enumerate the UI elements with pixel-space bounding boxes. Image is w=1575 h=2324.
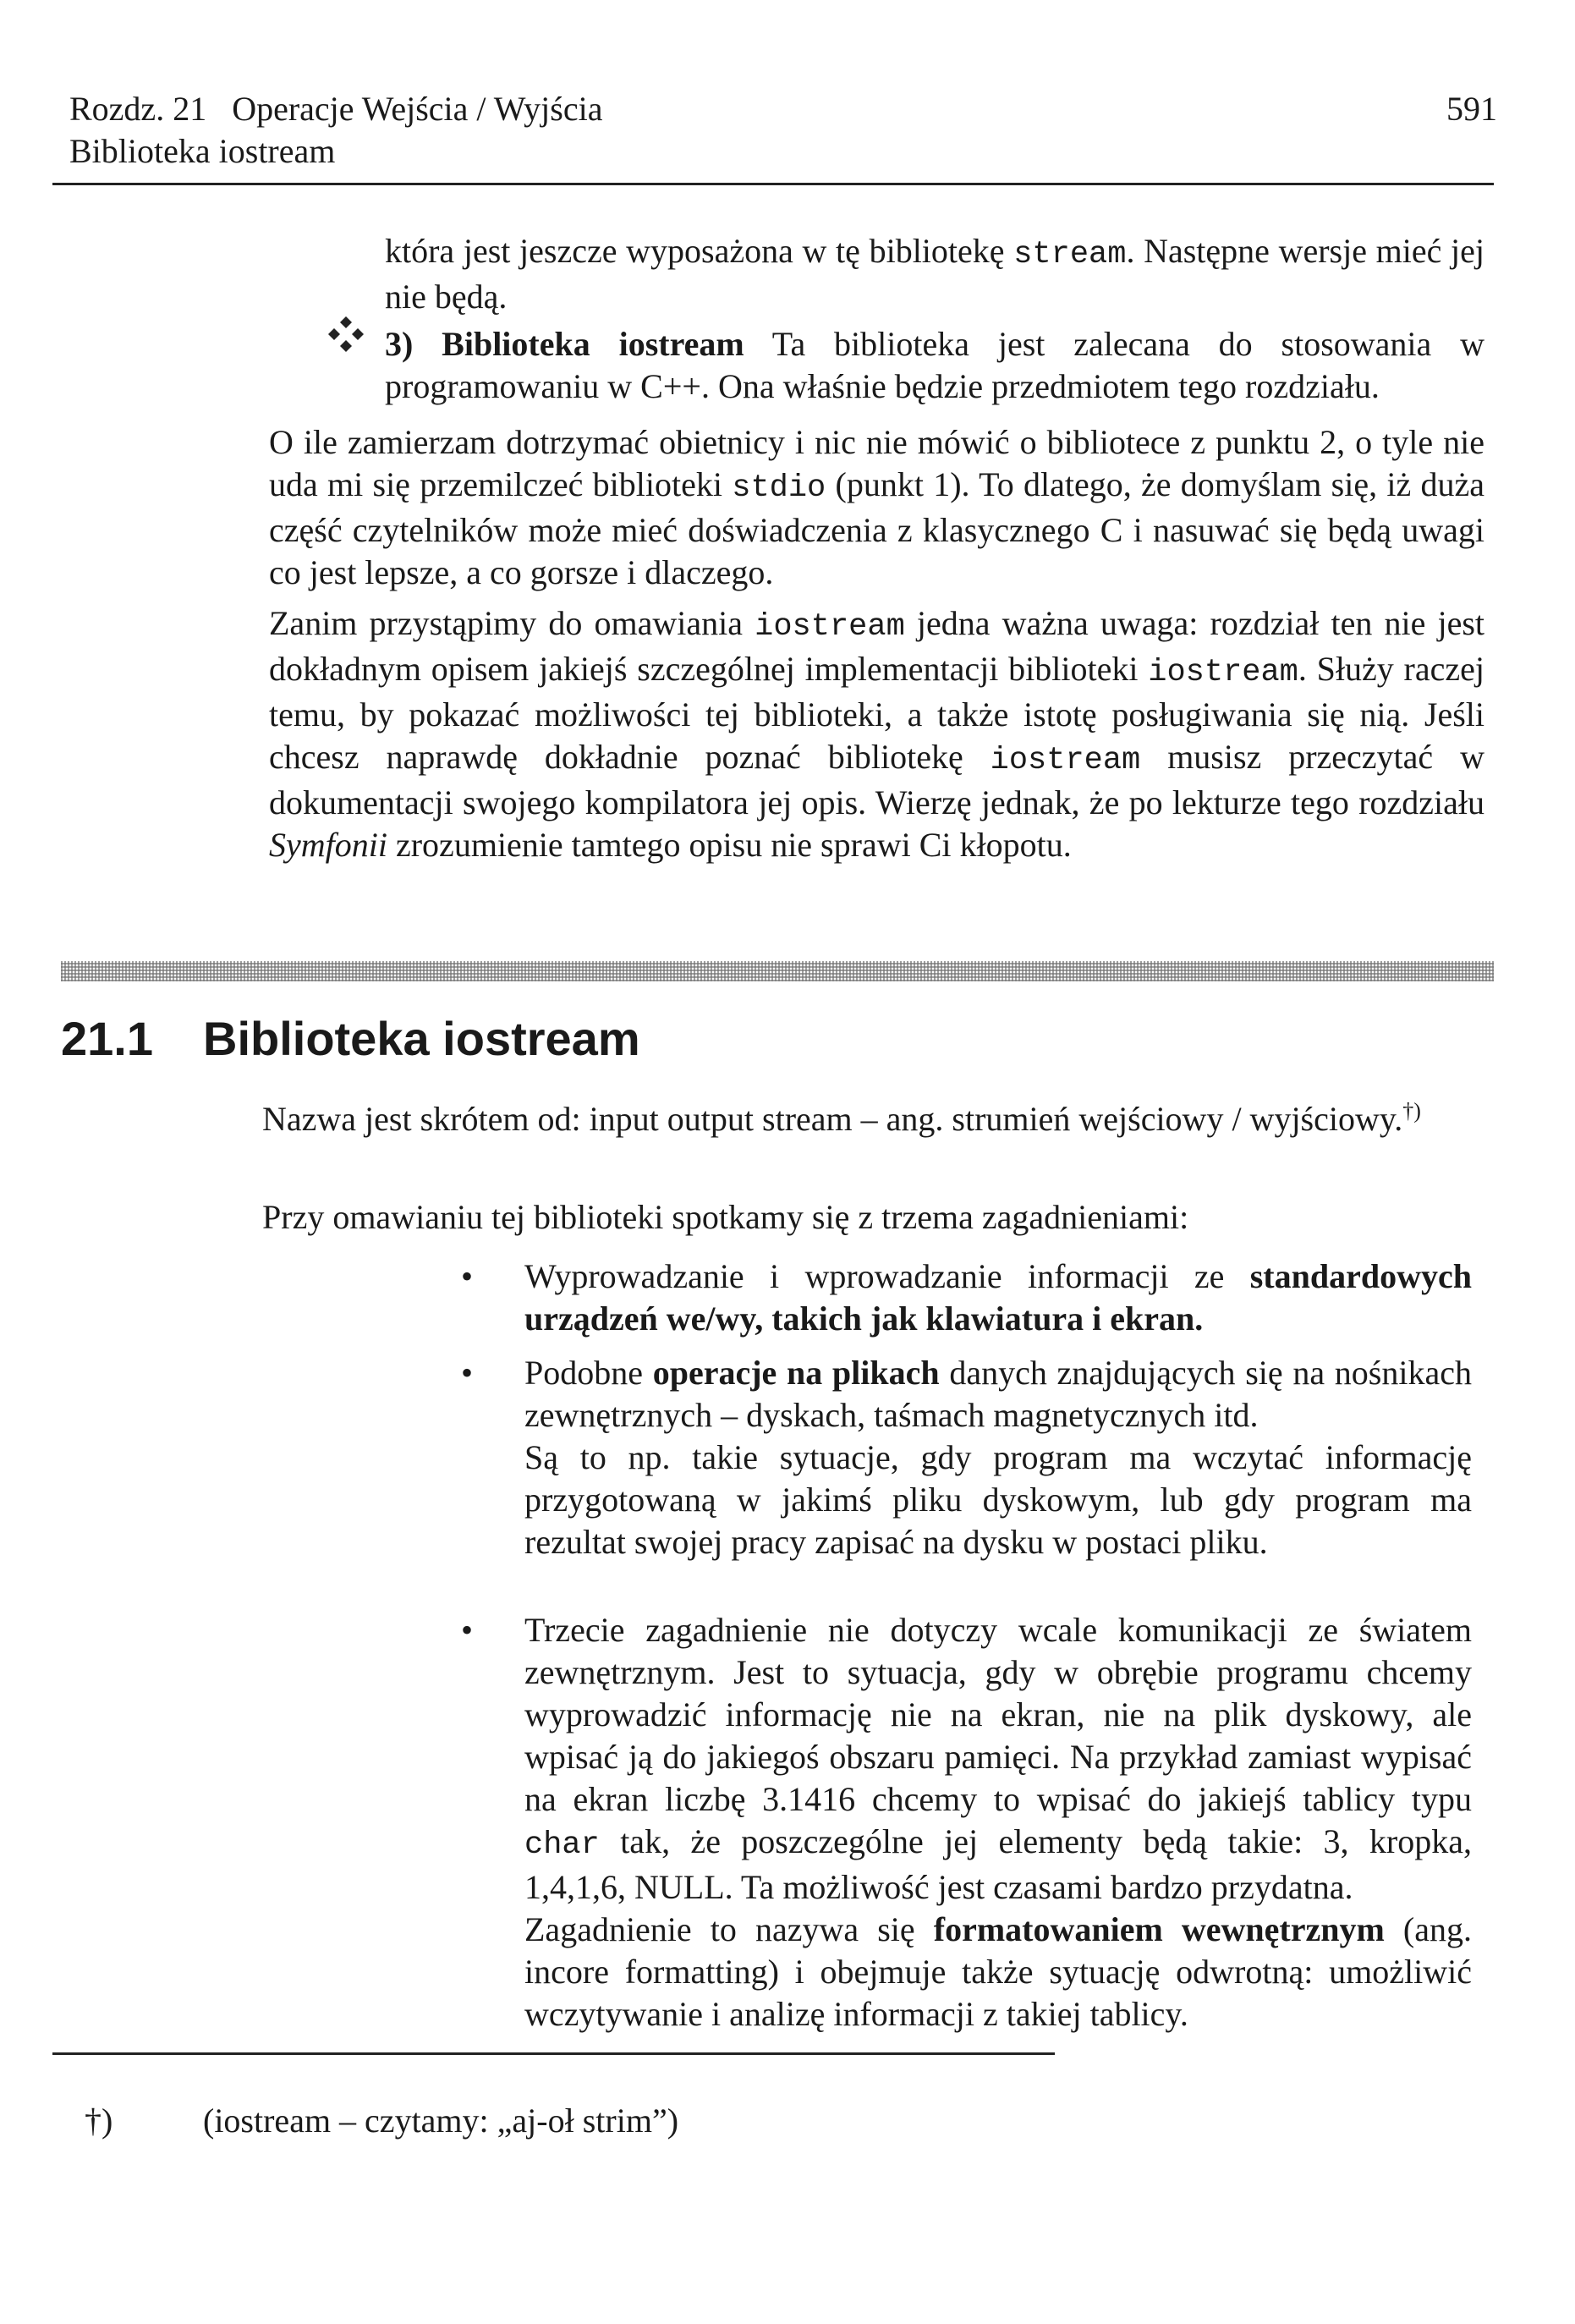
section-number: 21.1 xyxy=(61,1012,153,1065)
chapter-number: Rozdz. 21 xyxy=(69,90,207,128)
header-rule xyxy=(52,183,1494,185)
bullet1-bold: standardowych urządzeń we/wy, takich jak klawiatura i ekran. xyxy=(524,1257,1472,1338)
footnote-marker: †) xyxy=(85,2101,113,2140)
bullet3-text-b: tak, że poszczególne jej elementy będą takie: 3, kropka, 1,4,1,6, NULL. Ta możliwość jest czasami bardzo przydatna. xyxy=(524,1822,1472,1906)
intro-paragraph-2 xyxy=(269,421,1484,594)
section-paragraph-1 xyxy=(262,1098,1484,1140)
intro-paragraph-3 xyxy=(269,602,1484,866)
intro-paragraph-1 xyxy=(385,230,1484,318)
intro-p1-text-b: . Następne wersje mieć jej nie będą. xyxy=(385,232,1484,316)
code-iostream-2: iostream xyxy=(1148,655,1298,690)
intro-p3-text-e: zrozumienie tamtego opisu nie sprawi Ci kłopotu. xyxy=(387,826,1072,864)
section-separator xyxy=(61,961,1494,981)
bullet3-bold: formatowaniem wewnętrznym xyxy=(933,1910,1385,1948)
running-header-section: Biblioteka iostream xyxy=(69,132,336,170)
diamond-bullet-icon xyxy=(326,316,366,357)
code-stdio: stdio xyxy=(732,470,826,506)
bullet2-text-b: danych znajdujących się na nośnikach zewnętrznych – dyskach, taśmach magnetycznych itd. xyxy=(524,1354,1472,1434)
code-stream: stream xyxy=(1013,237,1127,272)
bullet1-text: Wyprowadzanie i wprowadzanie informacji ze xyxy=(524,1257,1250,1295)
bullet2-text-c: Są to np. takie sytuacje, gdy program ma wczytać informację przygotowaną w jakimś pliku dyskowym, lub gdy program ma rezultat swojej pracy zapisać na dysku w postaci pliku. xyxy=(524,1438,1472,1561)
intro-p3-text-b: jedna ważna uwaga: rozdział ten nie jest dokładnym opisem jakiejś szczególnej implementacji biblioteki xyxy=(269,604,1485,688)
bullet3-text-c1: Zagadnienie to nazywa się xyxy=(524,1910,934,1948)
bullet-dot-2: • xyxy=(461,1354,474,1392)
bullet3-text-c2: (ang. incore formatting) i obejmuje także sytuację odwrotną: umożliwić wczytywanie i analizę informacji z takiej tablicy. xyxy=(524,1910,1472,2033)
bullet-dot-1: • xyxy=(461,1257,474,1295)
intro-p2-text-a: O ile zamierzam dotrzymać obietnicy i nic nie mówić o bibliotece z punktu 2, o tyle nie uda mi się przemilczeć biblioteki xyxy=(269,423,1484,503)
page-number: 591 xyxy=(1446,90,1497,128)
bullet-item-2 xyxy=(524,1352,1472,1563)
intro-p2-text-b: (punkt 1). To dlatego, że domyślam się, iż duża część czytelników może mieć doświadczenia z klasycznego C i nasuwać się będą uwagi co jest lepsze, a co gorsze i dlaczego. xyxy=(269,465,1484,591)
intro-p1-text-a: która jest jeszcze wyposażona w tę bibliotekę xyxy=(385,232,1014,270)
intro-p3-text-c: . Służy raczej temu, by pokazać możliwości tej biblioteki, a także istotę posługiwania się nią. Jeśli chcesz naprawdę dokładnie poznać bibliotekę xyxy=(269,650,1484,776)
section-p1-text: Nazwa jest skrótem od: input output stream – ang. strumień wejściowy / wyjściowy. xyxy=(262,1100,1403,1138)
bullet-item-3 xyxy=(524,1609,1472,2036)
item3-text: Ta biblioteka jest zalecana do stosowania w programowaniu w C++. Ona właśnie będzie przedmiotem tego rozdziału. xyxy=(385,325,1484,405)
intro-p3-text-d: musisz przeczytać w dokumentacji swojego kompilatora jej opis. Wierzę jednak, że po lekturze tego rozdziału xyxy=(269,738,1484,821)
intro-p3-text-a: Zanim przystąpimy do omawiania xyxy=(269,604,755,642)
chapter-title: Operacje Wejścia / Wyjścia xyxy=(232,90,603,128)
item3-bold: 3) Biblioteka iostream xyxy=(385,325,744,363)
running-header-chapter xyxy=(69,86,602,132)
bullet-item-1 xyxy=(524,1255,1472,1340)
footnote-text: (iostream – czytamy: „aj-oł strim”) xyxy=(203,2101,679,2140)
bullet-dot-3: • xyxy=(461,1611,474,1649)
code-char: char xyxy=(524,1827,600,1863)
section-paragraph-2: Przy omawianiu tej biblioteki spotkamy się z trzema zagadnieniami: xyxy=(262,1198,1189,1236)
section-title: Biblioteka iostream xyxy=(203,1012,640,1065)
intro-item-3 xyxy=(385,323,1484,408)
code-iostream-1: iostream xyxy=(755,609,905,645)
bullet2-text-a: Podobne xyxy=(524,1354,653,1392)
bullet3-paragraph-2 xyxy=(524,1909,1472,2036)
book-title-italic: Symfonii xyxy=(269,826,387,864)
footnote-rule xyxy=(52,2052,1055,2055)
code-iostream-3: iostream xyxy=(990,743,1141,778)
bullet2-bold: operacje na plikach xyxy=(652,1354,940,1392)
bullet3-text-a: Trzecie zagadnienie nie dotyczy wcale komunikacji ze światem zewnętrznym. Jest to sytuacja, gdy w obrębie programu chcemy wyprowadzić informację nie na ekran, nie na plik dyskowy, ale wpisać ją do jakiegoś obszaru pamięci. Na przykład zamiast wypisać na ekran liczbę 3.1416 chcemy to wpisać do jakiejś tablicy typu xyxy=(524,1611,1472,1818)
footnote-ref: †) xyxy=(1402,1098,1421,1124)
